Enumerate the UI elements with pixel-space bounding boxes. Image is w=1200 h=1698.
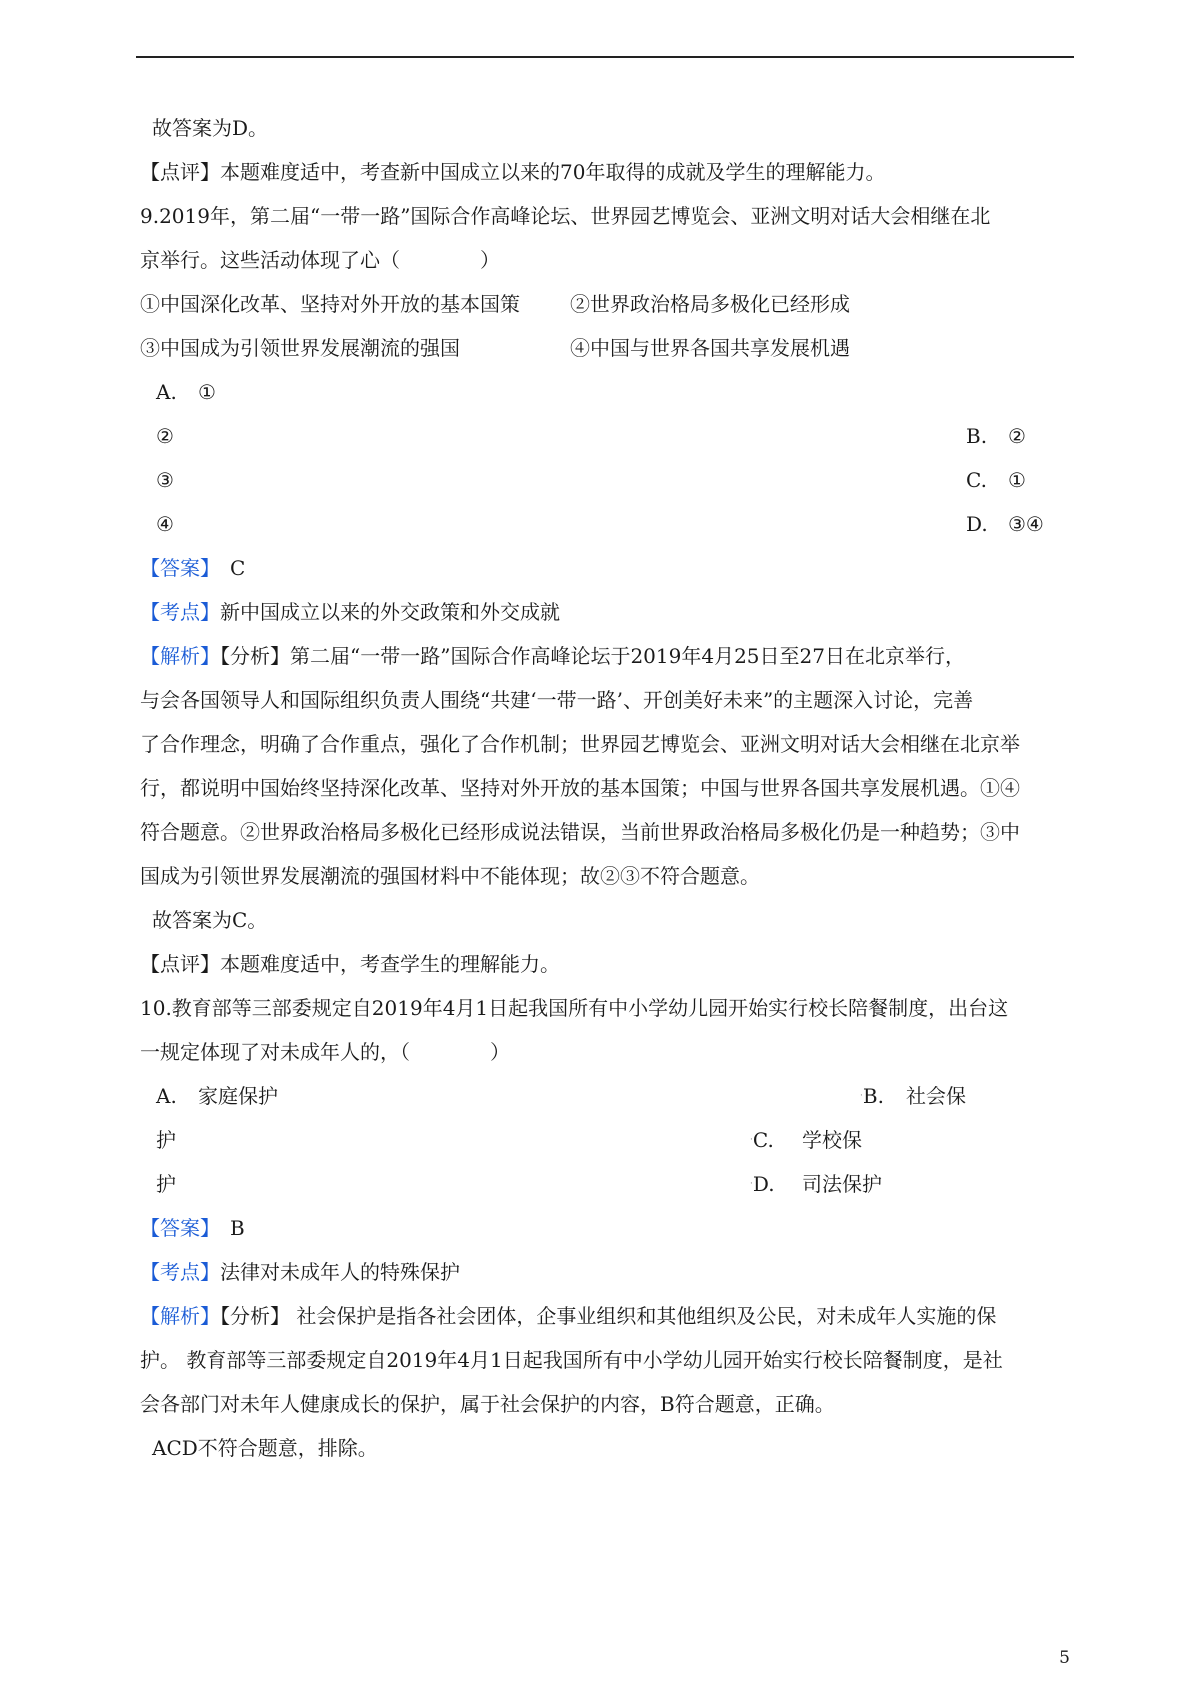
comment-text: 本题难度适中，考查新中国成立以来的70年取得的成就及学生的理解能力。 bbox=[220, 160, 886, 184]
choice-marker-dot: · bbox=[750, 1135, 753, 1145]
choice-letter: B. bbox=[862, 1084, 884, 1108]
q9-choice-d-value: ③④ bbox=[1008, 512, 1044, 536]
q9-point bbox=[140, 598, 560, 626]
answer-tag: 【答案】 bbox=[140, 1216, 220, 1240]
q9-analysis-line-4: 行，都说明中国始终坚持深化改革、坚持对外开放的基本国策；中国与世界各国共享发展机遇。①④ bbox=[140, 776, 1020, 800]
q9-choice-a-letter: A. bbox=[156, 380, 177, 404]
analysis-text: 【分析】第二届“一带一路”国际合作高峰论坛于2019年4月25日至27日在北京举行， bbox=[220, 644, 965, 668]
q10-analysis-line-3: 会各部门对未年人健康成长的保护，属于社会保护的内容，B符合题意，正确。 bbox=[140, 1392, 835, 1416]
header-rule bbox=[136, 56, 1074, 58]
analysis-tag: 【解析】 bbox=[140, 1304, 220, 1328]
q9-statement-1: ①中国深化改革、坚持对外开放的基本国策 bbox=[140, 292, 520, 316]
q10-analysis-line-1 bbox=[140, 1302, 996, 1330]
q10-stem-line-2: 一规定体现了对未成年人的，（ ） bbox=[140, 1040, 510, 1064]
q10-choice-c-text: 学校保 bbox=[802, 1128, 862, 1152]
q9-choice-c-letter: C. bbox=[966, 468, 987, 492]
analysis-tag: 【解析】 bbox=[140, 644, 220, 668]
prev-conclusion: 故答案为D。 bbox=[152, 116, 269, 140]
point-tag: 【考点】 bbox=[140, 1260, 220, 1284]
comment-text: 本题难度适中，考查学生的理解能力。 bbox=[220, 952, 560, 976]
point-tag: 【考点】 bbox=[140, 600, 220, 624]
q10-choice-a-letter: A. bbox=[156, 1084, 177, 1108]
q9-statement-3: ③中国成为引领世界发展潮流的强国 bbox=[140, 336, 460, 360]
q10-choice-a-continued-2: 护 bbox=[156, 1172, 176, 1196]
answer-tag: 【答案】 bbox=[140, 556, 220, 580]
analysis-text: 【分析】 社会保护是指各社会团体，企事业组织和其他组织及公民，对未成年人实施的保 bbox=[220, 1304, 997, 1328]
q9-choice-a-part-1: ① bbox=[198, 380, 216, 404]
q10-choice-a-text: 家庭保护 bbox=[198, 1084, 278, 1108]
q10-choice-b-text: 社会保 bbox=[906, 1084, 966, 1108]
q9-conclusion: 故答案为C。 bbox=[152, 908, 268, 932]
choice-marker-dot: · bbox=[860, 1091, 863, 1101]
q9-choice-a-part-2: ② bbox=[156, 424, 174, 448]
q10-choice-d-text: 司法保护 bbox=[802, 1172, 882, 1196]
page-number: 5 bbox=[1059, 1648, 1070, 1668]
q10-point bbox=[140, 1258, 460, 1286]
q9-analysis-line-5: 符合题意。②世界政治格局多极化已经形成说法错误，当前世界政治格局多极化仍是一种趋势；③中 bbox=[140, 820, 1020, 844]
q9-statement-4: ④中国与世界各国共享发展机遇 bbox=[570, 336, 850, 360]
choice-letter: D. bbox=[752, 1172, 775, 1196]
q9-analysis-line-2: 与会各国领导人和国际组织负责人围绕“共建‘一带一路’、开创美好未来”的主题深入讨论，完善 bbox=[140, 688, 974, 712]
q9-choice-c-value: ① bbox=[1008, 468, 1026, 492]
q9-analysis-line-6: 国成为引领世界发展潮流的强国材料中不能体现；故②③不符合题意。 bbox=[140, 864, 760, 888]
q9-stem-line-1: 9.2019年，第二届“一带一路”国际合作高峰论坛、世界园艺博览会、亚洲文明对话大会相继在北 bbox=[140, 204, 991, 228]
q10-conclusion: ACD不符合题意，排除。 bbox=[152, 1436, 378, 1460]
comment-tag: 【点评】 bbox=[140, 160, 220, 184]
prev-comment bbox=[140, 158, 885, 186]
q9-choice-a-part-3: ③ bbox=[156, 468, 174, 492]
q10-stem-line-1: 10.教育部等三部委规定自2019年4月1日起我国所有中小学幼儿园开始实行校长陪餐制度，出台这 bbox=[140, 996, 1009, 1020]
q10-analysis-line-2: 护。 教育部等三部委规定自2019年4月1日起我国所有中小学幼儿园开始实行校长陪餐制度，是社 bbox=[140, 1348, 1003, 1372]
q9-choice-d-letter: D. bbox=[966, 512, 988, 536]
q9-answer bbox=[140, 554, 245, 582]
q9-analysis-line-1 bbox=[140, 642, 965, 670]
comment-tag: 【点评】 bbox=[140, 952, 220, 976]
q10-choice-b-letter bbox=[860, 1082, 884, 1110]
q9-choice-a-part-4: ④ bbox=[156, 512, 174, 536]
choice-marker-dot: · bbox=[750, 1179, 753, 1189]
point-text: 法律对未成年人的特殊保护 bbox=[220, 1260, 460, 1284]
choice-letter: C. bbox=[752, 1128, 774, 1152]
q10-answer bbox=[140, 1214, 245, 1242]
q9-comment bbox=[140, 950, 560, 978]
q10-choice-a-continued-1: 护 bbox=[156, 1128, 176, 1152]
q10-choice-c-letter bbox=[750, 1126, 774, 1154]
q9-stem-line-2: 京举行。这些活动体现了心（ ） bbox=[140, 248, 500, 272]
point-text: 新中国成立以来的外交政策和外交成就 bbox=[220, 600, 560, 624]
q9-statement-2: ②世界政治格局多极化已经形成 bbox=[570, 292, 850, 316]
q9-choice-b-letter: B. bbox=[966, 424, 988, 448]
q9-analysis-line-3: 了合作理念，明确了合作重点，强化了合作机制；世界园艺博览会、亚洲文明对话大会相继在北京举 bbox=[140, 732, 1020, 756]
q9-choice-b-value: ② bbox=[1008, 424, 1026, 448]
answer-value: B bbox=[230, 1216, 245, 1240]
q10-choice-d-letter bbox=[750, 1170, 775, 1198]
answer-value: C bbox=[230, 556, 246, 580]
